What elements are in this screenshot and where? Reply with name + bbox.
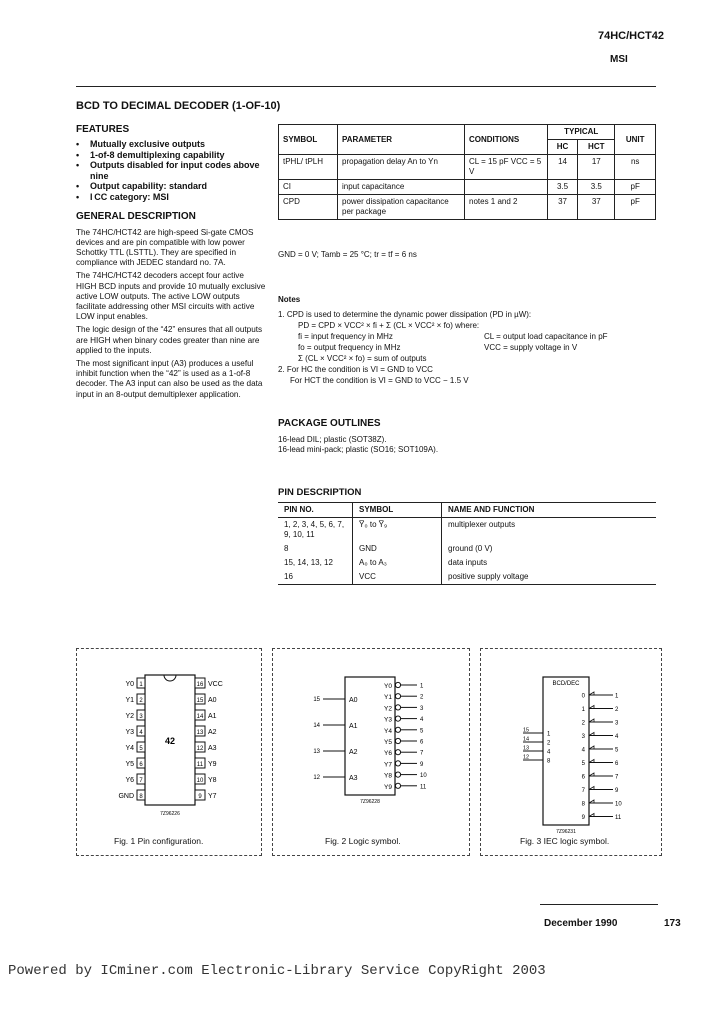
output-index: 8	[581, 801, 585, 808]
col-parameter: PARAMETER	[338, 125, 465, 155]
output-number: 7	[615, 774, 619, 781]
table-row	[278, 570, 656, 585]
input-number: 14	[523, 736, 530, 743]
chip-label: 42	[164, 736, 176, 746]
output-index: 4	[581, 747, 585, 754]
pin-number: 7	[139, 778, 143, 784]
input-number: 12	[523, 754, 530, 761]
table-row	[278, 518, 656, 543]
output-label: Y9	[384, 783, 392, 791]
pin-label: Y9	[208, 761, 217, 768]
output-label: Y6	[384, 750, 392, 758]
general-heading: GENERAL DESCRIPTION	[76, 210, 196, 222]
inversion-bubble	[395, 783, 400, 788]
pin-table	[278, 502, 656, 585]
table-row	[279, 195, 656, 220]
feature-item: • I CC category: MSI	[76, 192, 266, 203]
input-weight: 2	[547, 740, 551, 747]
output-number: 7	[420, 750, 424, 757]
cell-hc: 3.5	[548, 180, 578, 195]
package-heading: PACKAGE OUTLINES	[278, 418, 381, 429]
input-label: A0	[349, 697, 358, 704]
iec-title: BCD/DEC	[552, 681, 580, 687]
cell-parameter: propagation delay An to Yn	[338, 155, 465, 180]
note-line: PD = CPD × VCC² × fi + Σ (CL × VCC² × fo) where:	[298, 321, 480, 330]
input-label: A1	[349, 723, 358, 730]
note-line: For HCT the condition is VI = GND to VCC − 1.5 V	[290, 376, 469, 385]
package-line: 16-lead mini-pack; plastic (SO16; SOT109A).	[278, 445, 439, 454]
pin-label: Y6	[125, 777, 134, 784]
chip-notch	[164, 675, 176, 681]
part-number: 74HC/HCT42	[597, 30, 664, 42]
output-label: Y8	[384, 772, 392, 780]
note-line: 1. CPD is used to determine the dynamic power dissipation (PD in µW):	[278, 310, 532, 319]
cell-symbol: CPD	[279, 195, 338, 220]
output-number: 5	[420, 728, 424, 735]
col-symbol: SYMBOL	[279, 125, 338, 155]
input-number: 15	[313, 697, 320, 703]
pin-number: 10	[196, 778, 204, 784]
pin-label: Y0	[125, 681, 134, 688]
page-number: 173	[664, 918, 681, 929]
pin-function: data inputs	[448, 558, 488, 567]
figure-code: 7Z96231	[556, 829, 576, 835]
output-label: Y7	[384, 761, 392, 769]
feature-item: • Output capability: standard	[76, 181, 266, 192]
pin-label: Y1	[125, 697, 134, 704]
inversion-bubble	[395, 738, 400, 743]
output-number: 1	[615, 693, 619, 700]
cell-symbol: tPHL/ tPLH	[279, 155, 338, 180]
output-index: 5	[581, 761, 585, 767]
feature-item: • Mutually exclusive outputs	[76, 139, 266, 150]
pin-label: Y7	[208, 793, 217, 800]
pin-no: 16	[278, 570, 353, 585]
left-column	[76, 124, 266, 403]
input-weight: 8	[547, 758, 551, 765]
general-paragraph: The 74HC/HCT42 are high-speed Si-gate CMOS devices and are pin compatible with low power Schottky TTL (LSTTL). They are specified in compliance with JEDEC standard no. 7A.	[76, 227, 254, 268]
pin-no: 1, 2, 3, 4, 5, 6, 7, 9, 10, 11	[278, 518, 353, 543]
output-number: 6	[420, 739, 424, 746]
inversion-bubble	[395, 761, 400, 766]
feature-item: • 1-of-8 demultiplexing capability	[76, 150, 266, 161]
pin-function: positive supply voltage	[448, 572, 529, 581]
pin-label: Y5	[125, 761, 134, 768]
note-line: CL = output load capacitance in pF	[484, 332, 608, 341]
pin-col-no: PIN NO.	[278, 503, 353, 518]
output-index: 9	[581, 815, 585, 821]
cell-hct: 3.5	[578, 180, 615, 195]
note-line: Σ (CL × VCC² × fo) = sum of outputs	[298, 354, 427, 363]
cell-hct: 37	[578, 195, 615, 220]
pin-number: 2	[139, 698, 143, 704]
general-paragraph: The most significant input (A3) produces a useful inhibit function when the “42” is used as a 1-of-8 decoder. The A3 input can also be used as the data input in an 8-output demultiplexer application.	[76, 359, 263, 399]
notes-heading: Notes	[278, 295, 301, 304]
package-line: 16-lead DIL; plastic (SOT38Z).	[278, 435, 387, 444]
pin-label: A2	[208, 729, 217, 736]
input-number: 15	[523, 727, 530, 734]
output-index: 7	[581, 788, 585, 794]
output-number: 3	[615, 720, 619, 727]
pin-label: Y2	[125, 713, 134, 720]
features-heading: FEATURES	[76, 124, 130, 135]
note-line: fo = output frequency in MHz	[298, 343, 401, 352]
output-label: Y4	[384, 727, 392, 735]
output-number: 4	[615, 734, 619, 740]
output-number: 2	[420, 694, 424, 701]
output-index: 6	[581, 774, 585, 781]
pin-number: 16	[196, 682, 204, 688]
output-number: 3	[420, 705, 424, 712]
figure-code: 7Z96226	[160, 811, 180, 817]
pin-number: 6	[139, 762, 143, 768]
pin-label: Y8	[208, 777, 217, 784]
cell-conditions	[465, 180, 548, 195]
output-number: 2	[615, 707, 619, 713]
output-number: 4	[420, 717, 424, 724]
cell-parameter: power dissipation capacitance per package	[338, 195, 465, 220]
input-label: A2	[349, 749, 358, 756]
feature-item: • Outputs disabled for input codes above nine	[76, 160, 266, 181]
pin-number: 14	[196, 714, 204, 720]
pin-label: Y3	[125, 729, 134, 736]
figure-1-box	[76, 648, 262, 856]
figure-code: 7Z96228	[360, 799, 380, 805]
pin-number: 3	[139, 714, 143, 720]
output-index: 3	[581, 734, 585, 740]
table-row	[279, 155, 656, 180]
header-rule	[76, 86, 656, 87]
table-row	[279, 180, 656, 195]
col-typical: TYPICAL	[548, 125, 615, 140]
pin-number: 15	[196, 698, 204, 704]
package-outlines	[278, 418, 658, 455]
cell-conditions: CL = 15 pF VCC = 5 V	[465, 155, 548, 180]
input-number: 13	[523, 745, 530, 752]
inversion-bubble	[395, 682, 400, 687]
output-number: 1	[420, 683, 424, 690]
note-line: fi = input frequency in MHz	[298, 332, 393, 341]
spec-footnote: GND = 0 V; Tamb = 25 °C; tr = tf = 6 ns	[278, 250, 417, 259]
output-number: 10	[615, 801, 622, 808]
pin-number: 13	[196, 730, 204, 736]
inversion-bubble	[395, 705, 400, 710]
input-weight: 1	[547, 731, 551, 738]
output-number: 11	[420, 784, 427, 791]
output-number: 5	[615, 747, 619, 754]
pin-symbol: GND	[353, 542, 442, 556]
pin-label: A1	[208, 713, 217, 720]
cell-unit: pF	[615, 180, 656, 195]
cell-symbol: CI	[279, 180, 338, 195]
col-hct: HCT	[578, 140, 615, 155]
inversion-bubble	[395, 772, 400, 777]
pin-label: Y4	[125, 745, 134, 752]
output-index: 2	[581, 720, 585, 727]
col-unit: UNIT	[615, 125, 656, 155]
page-title: BCD TO DECIMAL DECODER (1-OF-10)	[76, 100, 281, 112]
cell-hct: 17	[578, 155, 615, 180]
figure-3-box	[480, 648, 662, 856]
cell-hc: 14	[548, 155, 578, 180]
cell-unit: pF	[615, 195, 656, 220]
pin-col-symbol: SYMBOL	[353, 503, 442, 518]
pin-label: A0	[208, 697, 217, 704]
inversion-bubble	[395, 716, 400, 721]
figure-2-caption: Fig. 2 Logic symbol.	[325, 836, 401, 846]
pin-number: 5	[139, 746, 143, 752]
input-number: 14	[313, 723, 320, 729]
pin-function: multiplexer outputs	[448, 520, 516, 529]
cell-hc: 37	[548, 195, 578, 220]
pin-symbol: VCC	[353, 570, 442, 585]
note-line: VCC = supply voltage in V	[484, 343, 578, 352]
figure-2-box	[272, 648, 470, 856]
output-number: 9	[420, 761, 424, 768]
input-number: 12	[313, 775, 320, 781]
output-label: Y1	[384, 694, 392, 702]
pin-configuration-diagram	[77, 661, 261, 831]
iec-logic-symbol-diagram	[481, 663, 661, 843]
footer-date: December 1990	[544, 918, 618, 929]
output-label: Y5	[384, 739, 392, 746]
input-label: A3	[349, 775, 358, 782]
output-number: 6	[615, 761, 619, 767]
output-number: 9	[615, 788, 619, 794]
pin-symbol: Y̅₀ to Y̅₉	[353, 518, 442, 543]
family-label: MSI	[610, 54, 628, 65]
pin-number: 12	[196, 746, 204, 752]
pin-symbol: A₀ to A₃	[353, 556, 442, 570]
pin-function: ground (0 V)	[448, 544, 493, 553]
notes	[278, 294, 658, 386]
inversion-bubble	[395, 750, 400, 755]
output-index: 0	[581, 693, 585, 700]
table-row	[278, 542, 656, 556]
output-number: 10	[420, 773, 427, 780]
pin-number: 9	[198, 794, 202, 800]
output-label: Y3	[384, 716, 392, 724]
figure-1-caption: Fig. 1 Pin configuration.	[114, 836, 204, 846]
general-paragraph: The 74HC/HCT42 decoders accept four active HIGH BCD inputs and provide 10 mutually exclusive active LOW outputs. The active LOW outputs facilitate addressing other MSI circuits with active LOW input enables.	[76, 271, 266, 322]
cell-unit: ns	[615, 155, 656, 180]
note-line: 2. For HC the condition is VI = GND to VCC	[278, 365, 433, 374]
pin-heading: PIN DESCRIPTION	[278, 487, 362, 498]
output-label: Y0	[384, 683, 392, 690]
figure-3-caption: Fig. 3 IEC logic symbol.	[520, 836, 610, 846]
spec-table	[278, 124, 656, 220]
logic-symbol-diagram	[273, 671, 469, 821]
output-index: 1	[581, 707, 585, 713]
output-label: Y2	[384, 705, 392, 713]
cell-parameter: input capacitance	[338, 180, 465, 195]
table-row	[278, 556, 656, 570]
pin-number: 4	[139, 730, 143, 736]
pin-label: GND	[118, 793, 134, 800]
pin-col-name: NAME AND FUNCTION	[448, 505, 535, 514]
footer-rule	[540, 904, 658, 905]
copyright-line: Powered by ICminer.com Electronic-Library Service CopyRight 2003	[8, 963, 546, 979]
pin-label: A3	[208, 745, 217, 752]
features-list	[76, 139, 266, 203]
input-weight: 4	[547, 749, 551, 756]
pin-label: VCC	[208, 681, 223, 688]
inversion-bubble	[395, 694, 400, 699]
cell-conditions: notes 1 and 2	[465, 195, 548, 220]
inversion-bubble	[395, 727, 400, 732]
pin-number: 8	[139, 794, 143, 800]
col-conditions: CONDITIONS	[465, 125, 548, 155]
col-hc: HC	[548, 140, 578, 155]
output-number: 11	[615, 815, 622, 821]
pin-no: 15, 14, 13, 12	[278, 556, 353, 570]
general-paragraph: The logic design of the “42” ensures that all outputs are HIGH when binary codes greater than nine are applied to the inputs.	[76, 325, 263, 355]
pin-no: 8	[278, 542, 353, 556]
pin-number: 1	[139, 682, 143, 688]
pin-number: 11	[196, 762, 204, 768]
input-number: 13	[313, 749, 320, 755]
